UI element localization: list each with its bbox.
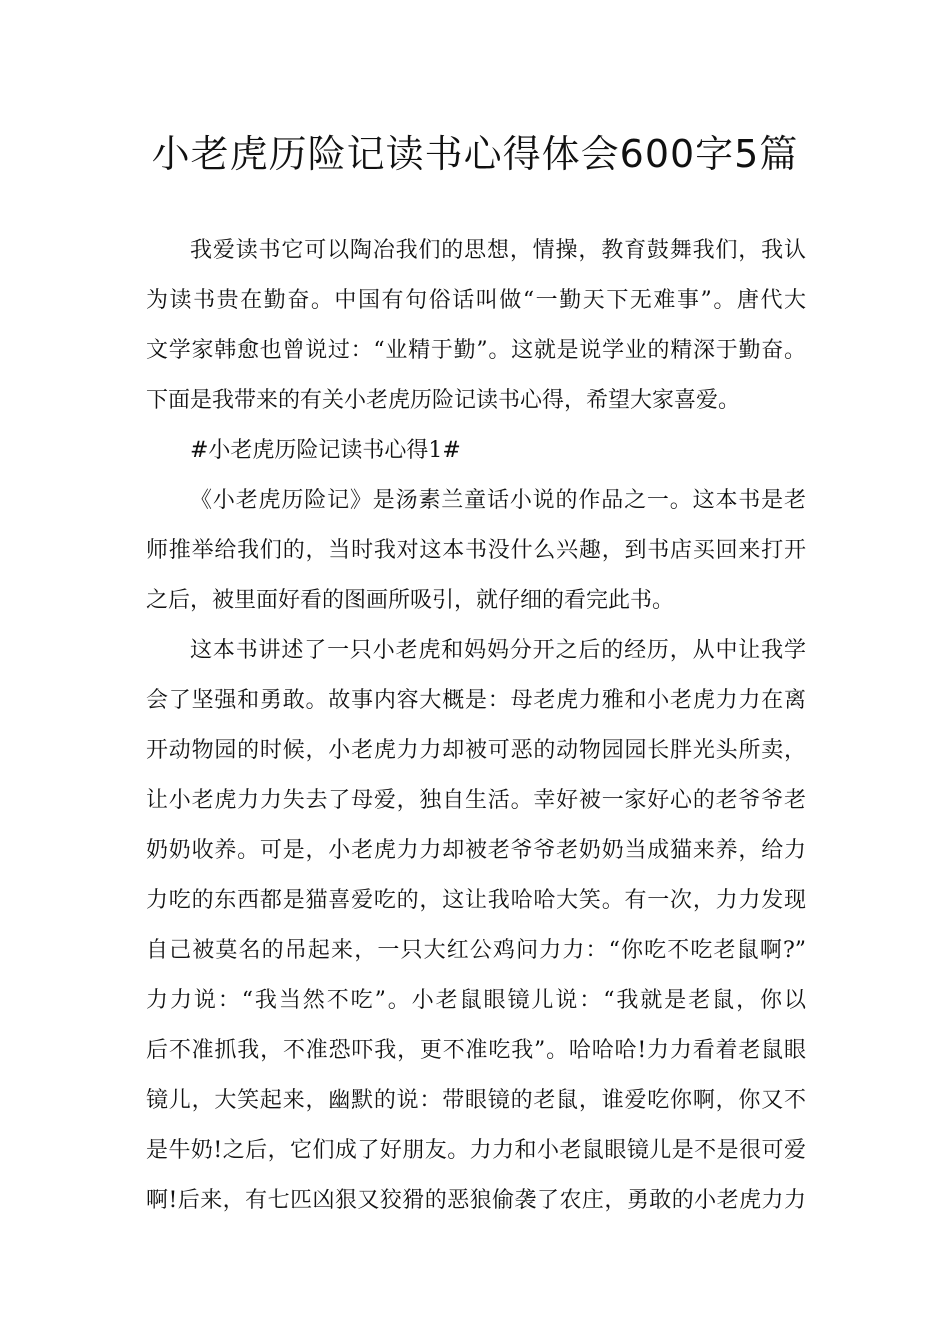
text-line: 开动物园的时候，小老虎力力却被可恶的动物园园长胖光头所卖， [146,738,806,763]
text-line: 后不准抓我，不准恐吓我，更不准吃我”。哈哈哈!力力看着老鼠眼 [146,1038,806,1063]
text-line: 镜儿，大笑起来，幽默的说：带眼镜的老鼠，谁爱吃你啊，你又不 [146,1088,806,1113]
text-line: #小老虎历险记读书心得1# [190,438,461,463]
text-line: 是牛奶!之后，它们成了好朋友。力力和小老鼠眼镜儿是不是很可爱 [146,1138,806,1163]
text-line: 啊!后来，有七匹凶狠又狡猾的恶狼偷袭了农庄，勇敢的小老虎力力 [146,1188,806,1213]
text-line: 《小老虎历险记》是汤素兰童话小说的作品之一。这本书是老 [190,488,806,513]
text-line: 为读书贵在勤奋。中国有句俗话叫做“一勤天下无难事”。唐代大 [146,288,806,313]
text-line: 之后，被里面好看的图画所吸引，就仔细的看完此书。 [146,588,675,613]
text-line: 这本书讲述了一只小老虎和妈妈分开之后的经历，从中让我学 [190,638,806,663]
text-line: 自己被莫名的吊起来，一只大红公鸡问力力：“你吃不吃老鼠啊?” [146,938,806,963]
document-title: 小老虎历险记读书心得体会600字5篇 [151,132,799,176]
text-line: 师推举给我们的，当时我对这本书没什么兴趣，到书店买回来打开 [146,538,806,563]
text-line: 下面是我带来的有关小老虎历险记读书心得，希望大家喜爱。 [146,388,741,413]
text-line: 奶奶收养。可是，小老虎力力却被老爷爷老奶奶当成猫来养，给力 [146,838,806,863]
text-line: 我爱读书它可以陶冶我们的思想，情操，教育鼓舞我们，我认 [190,238,806,263]
document-body [146,233,806,1233]
text-line: 会了坚强和勇敢。故事内容大概是：母老虎力雅和小老虎力力在离 [146,688,806,713]
text-line: 力力说：“我当然不吃”。小老鼠眼镜儿说：“我就是老鼠，你以 [146,988,806,1013]
text-line: 文学家韩愈也曾说过：“业精于勤”。这就是说学业的精深于勤奋。 [146,338,806,363]
text-line: 力吃的东西都是猫喜爱吃的，这让我哈哈大笑。有一次，力力发现 [146,888,806,913]
text-line: 让小老虎力力失去了母爱，独自生活。幸好被一家好心的老爷爷老 [146,788,806,813]
